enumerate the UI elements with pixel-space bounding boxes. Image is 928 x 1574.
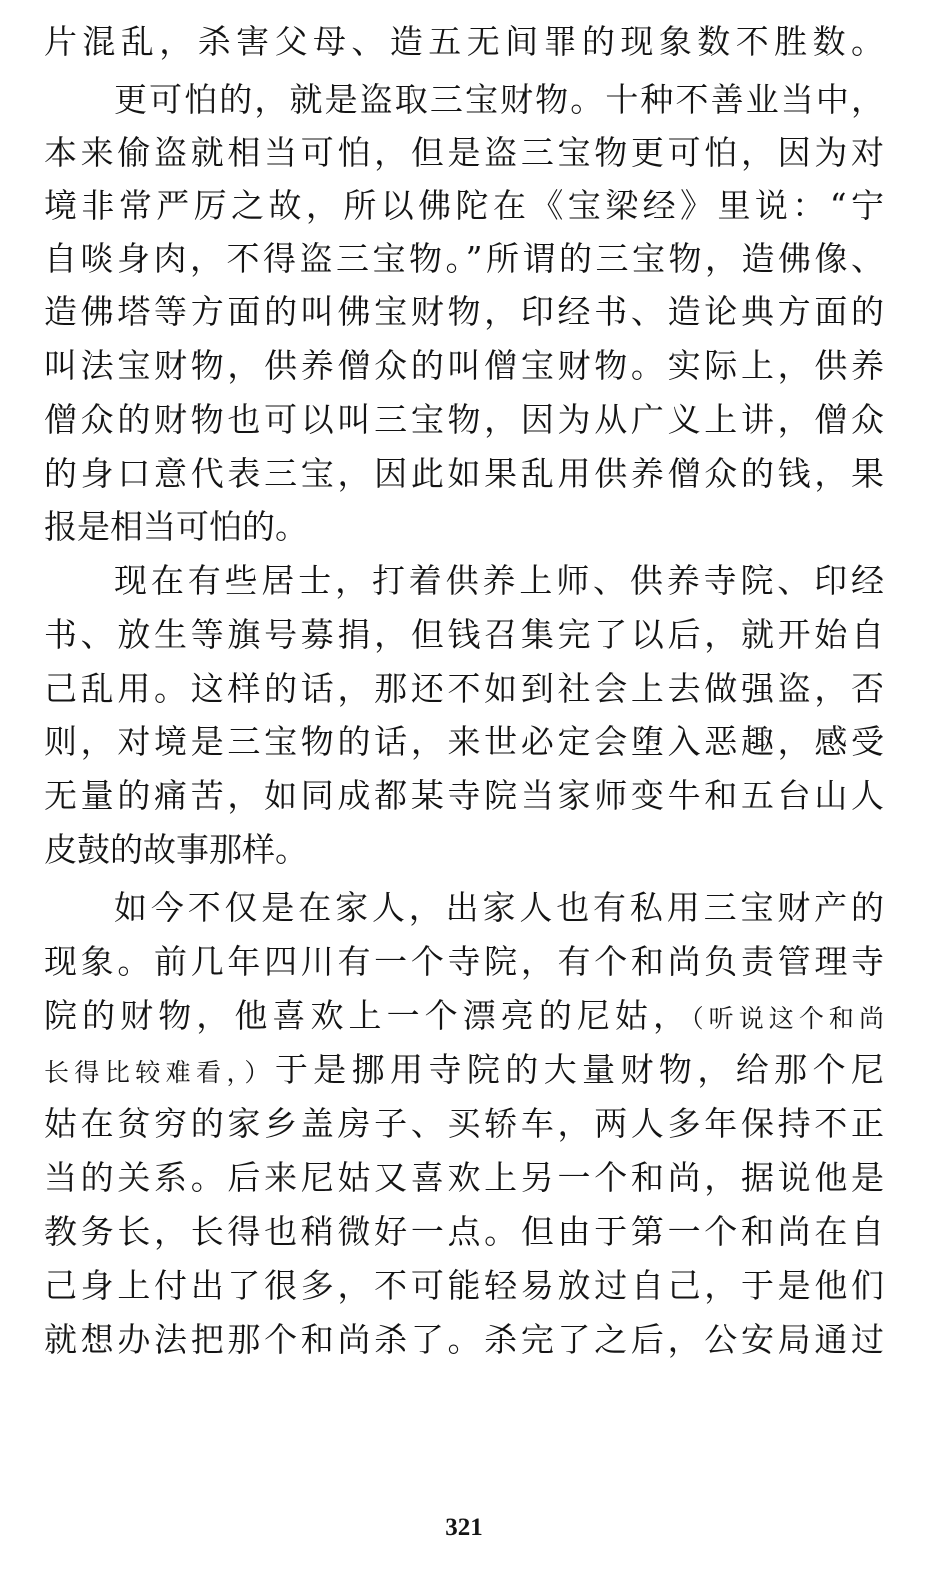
text-line-with-aside [44, 988, 884, 1044]
text-line: 己乱用。这样的话，那还不如到社会上去做强盗，否 [44, 669, 884, 708]
text-line: 片混乱，杀害父母、造五无间罪的现象数不胜数。 [44, 22, 884, 61]
text-line: 造佛塔等方面的叫佛宝财物，印经书、造论典方面的 [44, 292, 884, 331]
text-line: 境非常严厉之故，所以佛陀在《宝梁经》里说：“宁 [44, 186, 884, 225]
text-line: 僧众的财物也可以叫三宝物，因为从广义上讲，僧众 [44, 400, 884, 439]
text-line: 的身口意代表三宝，因此如果乱用供养僧众的钱，果 [44, 454, 884, 493]
text-line: 现象。前几年四川有一个寺院，有个和尚负责管理寺 [44, 942, 884, 981]
paragraph-first-line: 现在有些居士，打着供养上师、供养寺院、印经 [114, 561, 884, 600]
text-segment: 院的财物，他喜欢上一个漂亮的尼姑， [44, 996, 692, 1035]
page-number: 321 [445, 1514, 483, 1541]
text-line: 当的关系。后来尼姑又喜欢上另一个和尚，据说他是 [44, 1158, 884, 1197]
text-line: 则，对境是三宝物的话，来世必定会堕入恶趣，感受 [44, 722, 884, 761]
aside-note-end: 长得比较难看，） [44, 1058, 275, 1087]
text-line: 姑在贫穷的家乡盖房子、买轿车，两人多年保持不正 [44, 1104, 884, 1143]
text-line: 就想办法把那个和尚杀了。杀完了之后，公安局通过 [44, 1320, 884, 1359]
text-line: 无量的痛苦，如同成都某寺院当家师变牛和五台山人 [44, 776, 884, 815]
text-line: 教务长，长得也稍微好一点。但由于第一个和尚在自 [44, 1212, 884, 1251]
paragraph-last-line: 报是相当可怕的。 [44, 507, 308, 546]
text-line: 书、放生等旗号募捐，但钱召集完了以后，就开始自 [44, 615, 884, 654]
text-line: 自啖身肉，不得盗三宝物。”所谓的三宝物，造佛像、 [44, 239, 884, 278]
text-line-with-aside [44, 1042, 884, 1098]
text-line: 叫法宝财物，供养僧众的叫僧宝财物。实际上，供养 [44, 346, 884, 385]
paragraph-last-line: 皮鼓的故事那样。 [44, 830, 308, 869]
text-line: 本来偷盗就相当可怕，但是盗三宝物更可怕，因为对 [44, 133, 884, 172]
paragraph-first-line: 如今不仅是在家人，出家人也有私用三宝财产的 [114, 888, 884, 927]
aside-note-start: （听说这个和尚 [691, 1004, 884, 1033]
text-segment: 于是挪用寺院的大量财物，给那个尼 [274, 1050, 884, 1089]
paragraph-first-line: 更可怕的，就是盗取三宝财物。十种不善业当中， [114, 80, 884, 119]
text-line: 己身上付出了很多，不可能轻易放过自己，于是他们 [44, 1266, 884, 1305]
